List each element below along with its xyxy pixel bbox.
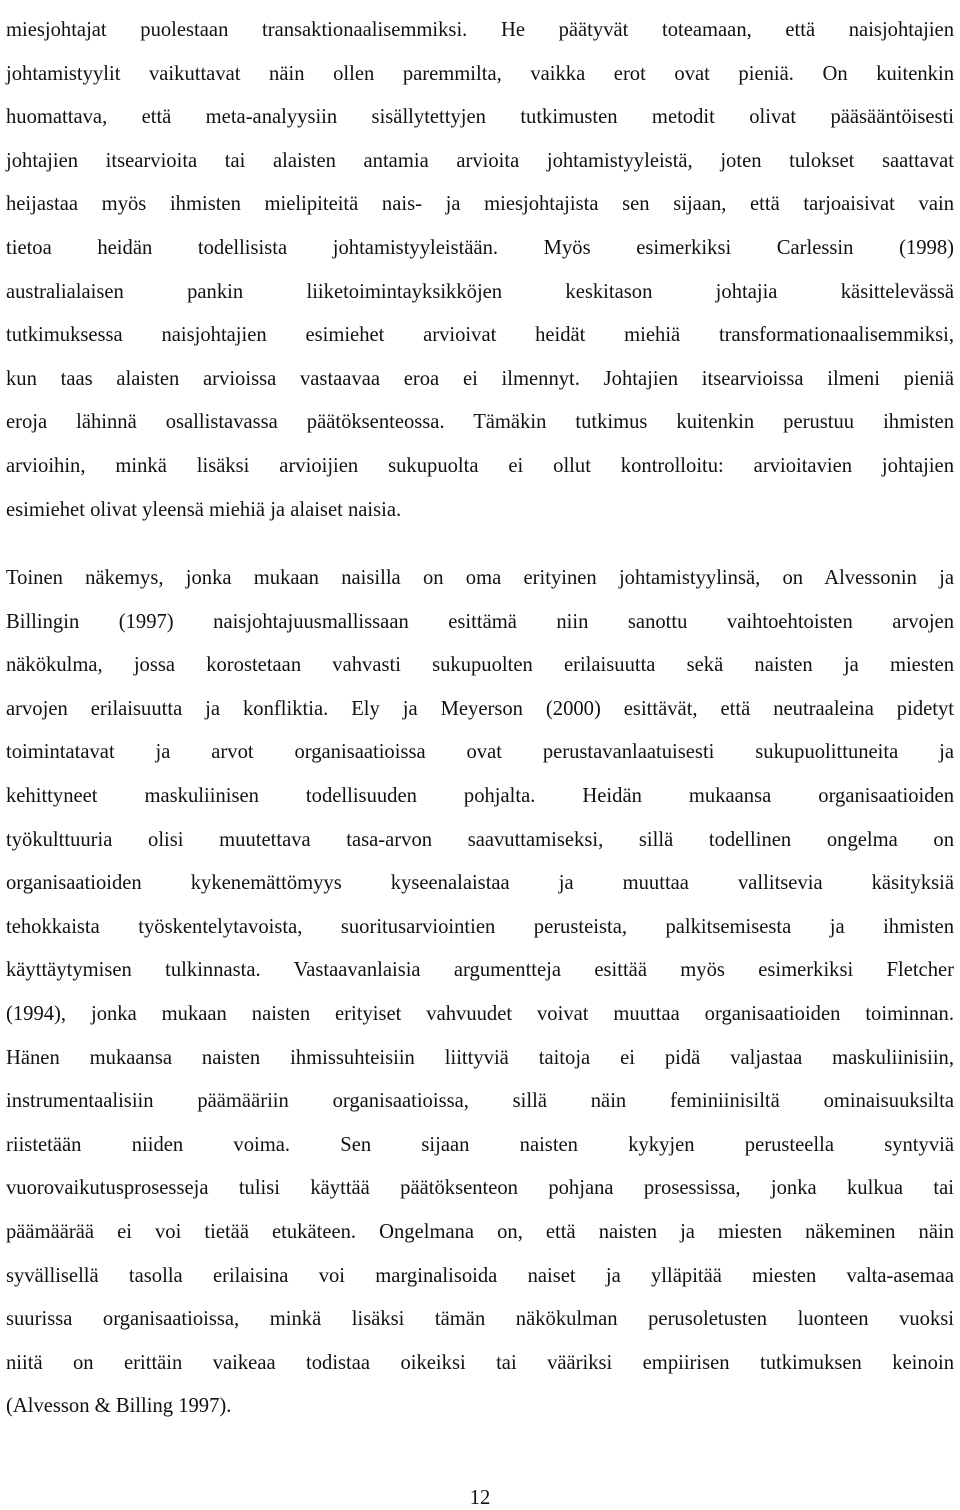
text-line: arvojen erilaisuutta ja konfliktia. Ely ja Meyerson (2000) esittävät, että neutraaleina pidetyt <box>6 697 954 720</box>
text-line: näkökulma, jossa korostetaan vahvasti sukupuolten erilaisuutta sekä naisten ja miesten <box>6 654 954 677</box>
text-line: esimiehet olivat yleensä miehiä ja alaiset naisia. <box>6 498 402 521</box>
text-line: miesjohtajat puolestaan transaktionaalisemmiksi. He päätyvät toteamaan, että naisjohtajien <box>6 19 954 41</box>
text-line: (1994), jonka mukaan naisten erityiset vahvuudet voivat muuttaa organisaatioiden toiminnan. <box>6 1003 954 1025</box>
text-line: syvällisellä tasolla erilaisina voi marginalisoida naiset ja ylläpitää miesten valta-asemaa <box>6 1264 954 1287</box>
text-line: käyttäytymisen tulkinnasta. Vastaavanlaisia argumentteja esittää myös esimerkiksi Fletcher <box>6 959 954 982</box>
page-number: 12 <box>469 1487 491 1509</box>
text-line: instrumentaalisiin päämääriin organisaatioissa, sillä näin feminiinisiltä ominaisuuksilta <box>6 1090 954 1113</box>
text-line: johtajien itsearvioita tai alaisten antamia arvioita johtamistyyleistä, joten tulokset saattavat <box>6 149 954 172</box>
text-line: Billingin (1997) naisjohtajuusmallissaan esittämä niin sanottu vaihtoehtoisten arvojen <box>6 610 954 633</box>
text-line: päämäärää ei voi tietää etukäteen. Ongelmana on, että naisten ja miesten näkeminen näin <box>6 1221 954 1243</box>
text-line: vuorovaikutusprosesseja tulisi käyttää päätöksenteon pohjana prosessissa, jonka kulkua tai <box>6 1177 954 1200</box>
text-line: eroja lähinnä osallistavassa päätöksenteossa. Tämäkin tutkimus kuitenkin perustuu ihmisten <box>6 411 954 434</box>
text-line: toimintatavat ja arvot organisaatioissa ovat perustavanlaatuisesti sukupuolittuneita ja <box>6 741 954 764</box>
text-line: kehittyneet maskuliinisen todellisuuden pohjalta. Heidän mukaansa organisaatioiden <box>6 785 954 807</box>
text-line: tietoa heidän todellisista johtamistyyleistään. Myös esimerkiksi Carlessin (1998) <box>6 237 954 259</box>
text-line: australialaisen pankin liiketoimintayksikköjen keskitason johtajia käsittelevässä <box>6 280 954 303</box>
text-line: tutkimuksessa naisjohtajien esimiehet arvioivat heidät miehiä transformationaalisemmiksi, <box>6 324 954 347</box>
text-line: heijastaa myös ihmisten mielipiteitä nais- ja miesjohtajista sen sijaan, että tarjoaisivat vain <box>6 193 954 216</box>
text-line: huomattava, että meta-analyysiin sisällytettyjen tutkimusten metodit olivat pääsääntöisesti <box>6 106 954 129</box>
text-line: johtamistyylit vaikuttavat näin ollen paremmilta, vaikka erot ovat pieniä. On kuitenkin <box>6 62 954 85</box>
text-line: suurissa organisaatioissa, minkä lisäksi tämän näkökulman perusoletusten luonteen vuoksi <box>6 1308 954 1331</box>
text-line: organisaatioiden kykenemättömyys kyseenalaistaa ja muuttaa vallitsevia käsityksiä <box>6 872 954 895</box>
text-line: riistetään niiden voima. Sen sijaan naisten kykyjen perusteella syntyviä <box>6 1133 954 1156</box>
text-line: arvioihin, minkä lisäksi arvioijien sukupuolta ei ollut kontrolloitu: arvioitavien johtajien <box>6 455 954 477</box>
text-line: Toinen näkemys, jonka mukaan naisilla on oma erityinen johtamistyylinsä, on Alvessonin ja <box>6 567 954 589</box>
text-line: niitä on erittäin vaikeaa todistaa oikeiksi tai vääriksi empiirisen tutkimuksen keinoin <box>6 1351 954 1374</box>
text-line: Hänen mukaansa naisten ihmissuhteisiin liittyviä taitoja ei pidä valjastaa maskuliinisiin, <box>6 1046 954 1069</box>
text-line: tehokkaista työskentelytavoista, suoritusarviointien perusteista, palkitsemisesta ja ihmisten <box>6 915 954 938</box>
text-line: kun taas alaisten arvioissa vastaavaa eroa ei ilmennyt. Johtajien itsearvioissa ilmeni pieniä <box>6 367 954 390</box>
text-line: työkulttuuria olisi muutettava tasa-arvon saavuttamiseksi, sillä todellinen ongelma on <box>6 828 954 851</box>
text-line: (Alvesson & Billing 1997). <box>6 1395 232 1418</box>
